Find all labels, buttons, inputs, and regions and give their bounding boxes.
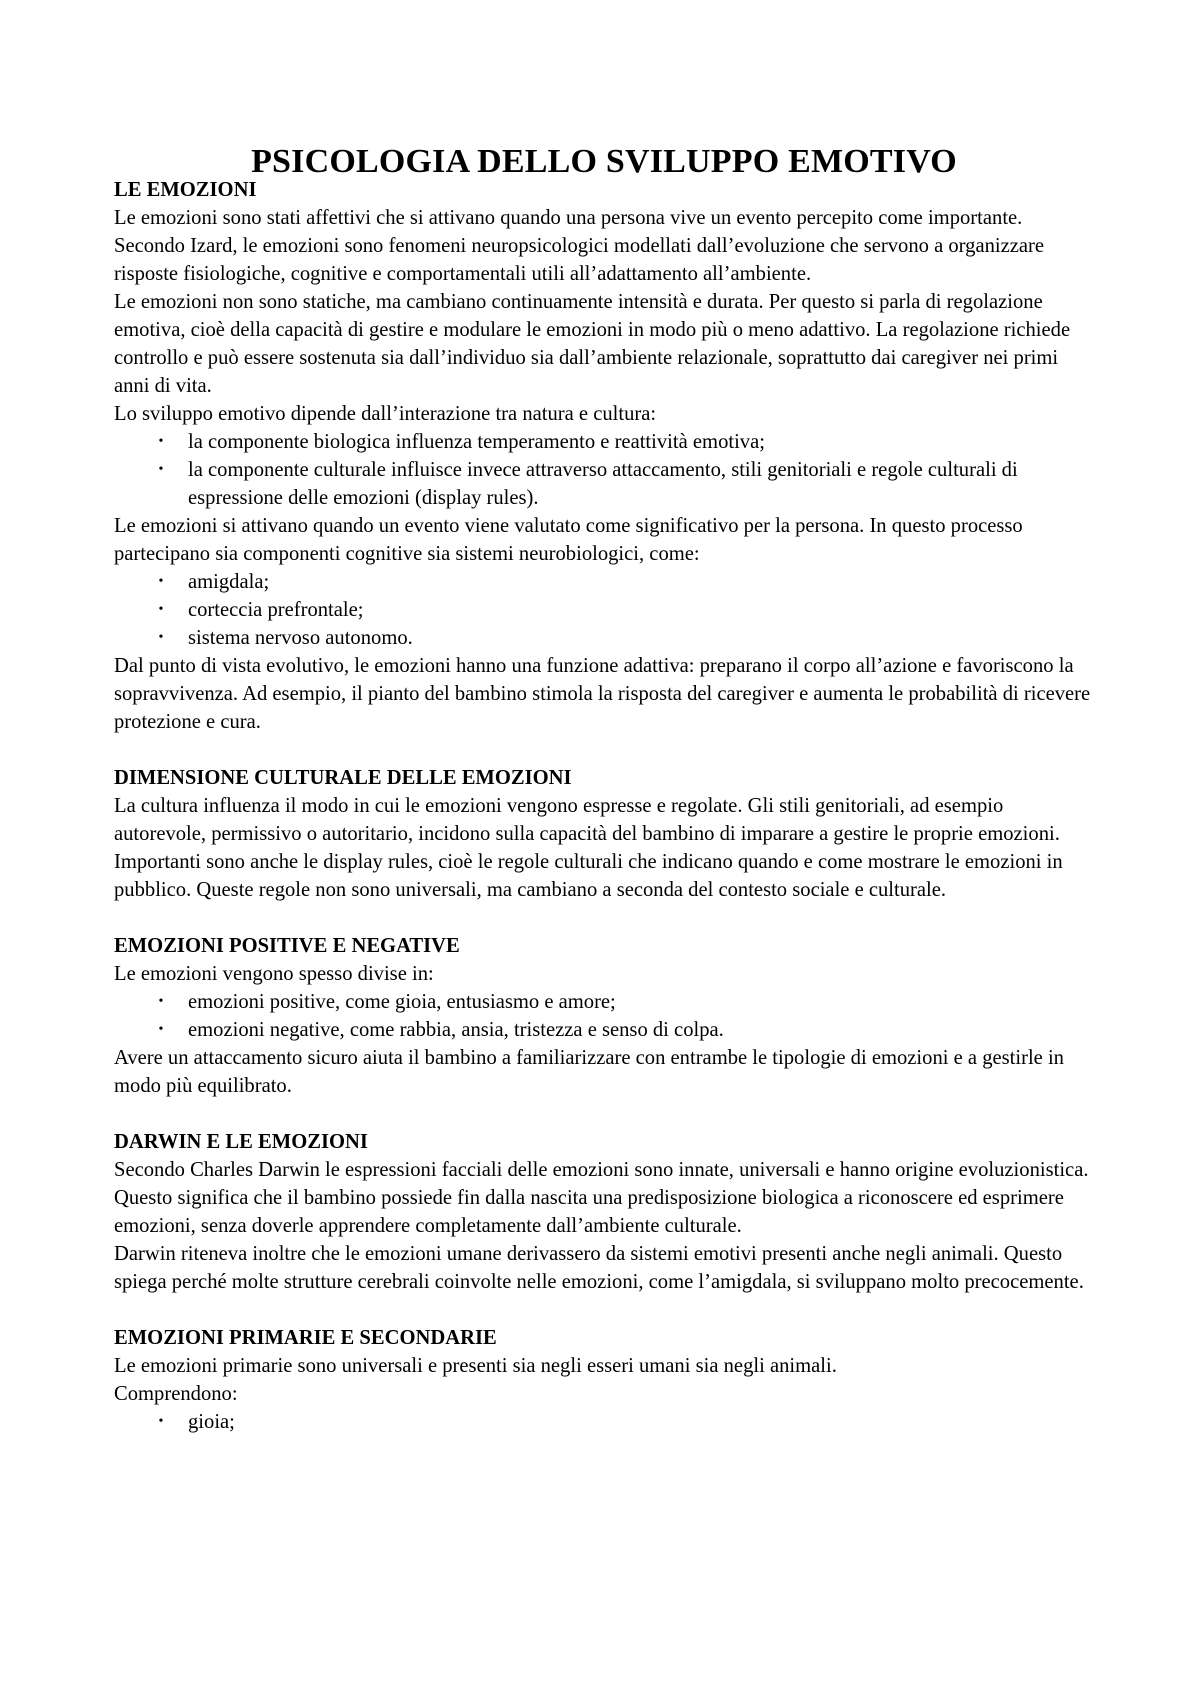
list-item-text: la componente culturale influisce invece attraverso attaccamento, stili genitoriali e regole culturali di espressione delle emozioni (display rules).: [188, 459, 1018, 509]
list-item-text: sistema nervoso autonomo.: [188, 627, 413, 649]
paragraph: Avere un attaccamento sicuro aiuta il bambino a familiarizzare con entrambe le tipologie di emozioni e a gestirle in modo più equilibrato.: [114, 1047, 1064, 1097]
bullet-icon: •: [158, 994, 164, 1009]
list-item-text: gioia;: [188, 1411, 235, 1433]
section-heading: DARWIN E LE EMOZIONI: [114, 1131, 368, 1153]
paragraph: Le emozioni non sono statiche, ma cambiano continuamente intensità e durata. Per questo si parla di regolazione emotiva, cioè della capacità di gestire e modulare le emozioni in modo più o meno adattivo. La regolazione richiede controllo e può essere sostenuta sia dall’individuo sia dall’ambiente relazionale, soprattutto dai caregiver nei primi anni di vita.: [114, 291, 1071, 397]
paragraph: Comprendono:: [114, 1383, 238, 1405]
bullet-list: [114, 988, 1094, 1044]
section-heading: EMOZIONI POSITIVE E NEGATIVE: [114, 935, 460, 957]
section: [114, 764, 1094, 904]
section: [114, 1324, 1094, 1436]
paragraph: La cultura influenza il modo in cui le emozioni vengono espresse e regolate. Gli stili genitoriali, ad esempio autorevole, permissivo o autoritario, incidono sulla capacità del bambino di imparare a gestire le proprie emozioni.: [114, 795, 1060, 845]
bullet-icon: •: [158, 462, 164, 477]
list-item-text: la componente biologica influenza temperamento e reattività emotiva;: [188, 431, 765, 453]
list-item: [114, 456, 1094, 512]
list-item: [114, 1016, 1094, 1044]
paragraph: Le emozioni si attivano quando un evento viene valutato come significativo per la persona. In questo processo partecipano sia componenti cognitive sia sistemi neurobiologici, come:: [114, 515, 1023, 565]
bullet-icon: •: [158, 1022, 164, 1037]
section: [114, 1128, 1094, 1296]
bullet-icon: •: [158, 434, 164, 449]
section: [114, 932, 1094, 1100]
paragraph: Le emozioni sono stati affettivi che si attivano quando una persona vive un evento percepito come importante. Secondo Izard, le emozioni sono fenomeni neuropsicologici modellati dall’evoluzione che servono a organizzare risposte fisiologiche, cognitive e comportamentali utili all’adattamento all’ambiente.: [114, 207, 1045, 285]
paragraph: Le emozioni vengono spesso divise in:: [114, 963, 434, 985]
bullet-icon: •: [158, 630, 164, 645]
bullet-icon: •: [158, 574, 164, 589]
bullet-list: [114, 568, 1094, 652]
bullet-icon: •: [158, 602, 164, 617]
bullet-list: [114, 1408, 1094, 1436]
section: [114, 176, 1094, 736]
paragraph: Dal punto di vista evolutivo, le emozioni hanno una funzione adattiva: preparano il corpo all’azione e favoriscono la sopravvivenza. Ad esempio, il pianto del bambino stimola la risposta del caregiver e aumenta le probabilità di ricevere protezione e cura.: [114, 655, 1091, 733]
paragraph: Importanti sono anche le display rules, cioè le regole culturali che indicano quando e come mostrare le emozioni in pubblico. Queste regole non sono universali, ma cambiano a seconda del contesto sociale e culturale.: [114, 851, 1063, 901]
list-item-text: emozioni negative, come rabbia, ansia, tristezza e senso di colpa.: [188, 1019, 724, 1041]
list-item: [114, 988, 1094, 1016]
list-item-text: corteccia prefrontale;: [188, 599, 364, 621]
list-item: [114, 1408, 1094, 1436]
section-heading: EMOZIONI PRIMARIE E SECONDARIE: [114, 1327, 497, 1349]
page-title: PSICOLOGIA DELLO SVILUPPO EMOTIVO: [251, 143, 957, 180]
section-heading: LE EMOZIONI: [114, 179, 257, 201]
bullet-icon: •: [158, 1414, 164, 1429]
list-item: [114, 428, 1094, 456]
paragraph: Lo sviluppo emotivo dipende dall’interazione tra natura e cultura:: [114, 403, 657, 425]
list-item: [114, 568, 1094, 596]
section-heading: DIMENSIONE CULTURALE DELLE EMOZIONI: [114, 767, 572, 789]
list-item-text: emozioni positive, come gioia, entusiasmo e amore;: [188, 991, 616, 1013]
list-item: [114, 624, 1094, 652]
list-item-text: amigdala;: [188, 571, 270, 593]
bullet-list: [114, 428, 1094, 512]
document-body: [114, 142, 1094, 1436]
paragraph: Le emozioni primarie sono universali e presenti sia negli esseri umani sia negli animali.: [114, 1355, 837, 1377]
paragraph: Secondo Charles Darwin le espressioni facciali delle emozioni sono innate, universali e hanno origine evoluzionistica. Questo significa che il bambino possiede fin dalla nascita una predisposizione biologica a riconoscere ed esprimere emozioni, senza doverle apprendere completamente dall’ambiente culturale.: [114, 1159, 1089, 1237]
list-item: [114, 596, 1094, 624]
paragraph: Darwin riteneva inoltre che le emozioni umane derivassero da sistemi emotivi presenti anche negli animali. Questo spiega perché molte strutture cerebrali coinvolte nelle emozioni, come l’amigdala, si sviluppano molto precocemente.: [114, 1243, 1084, 1293]
